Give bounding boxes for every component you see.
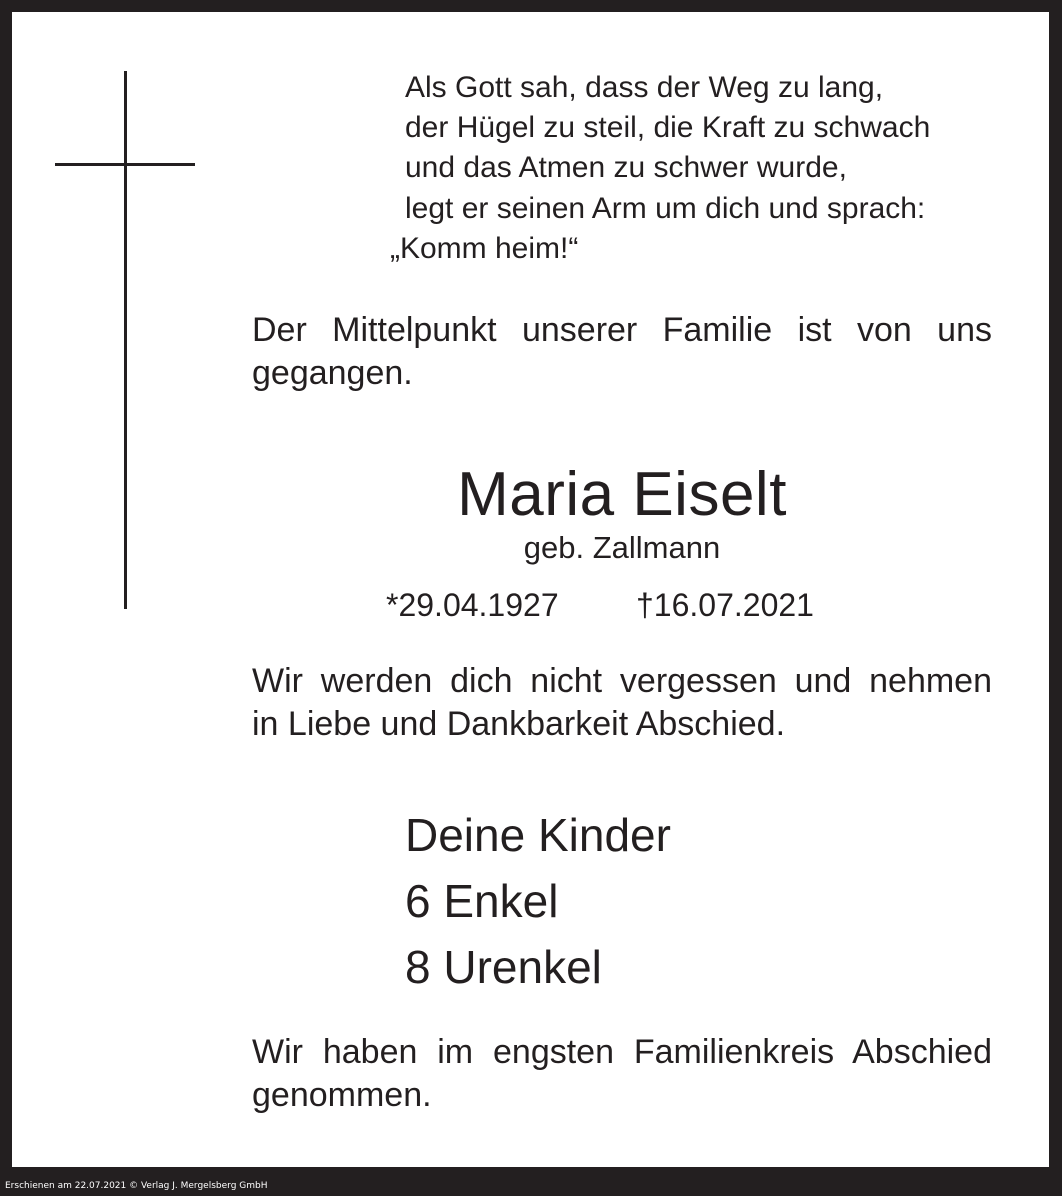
poem-line: Als Gott sah, dass der Weg zu lang, xyxy=(405,71,884,104)
farewell-text xyxy=(252,660,992,746)
poem-line: legt er seinen Arm um dich und sprach: xyxy=(405,192,926,225)
intro-line: Der Mittelpunkt unserer Familie ist von uns xyxy=(252,311,992,349)
birth-symbol: * xyxy=(386,587,399,623)
farewell-line: in Liebe und Dankbarkeit Abschied. xyxy=(252,705,786,743)
publication-footer: Erschienen am 22.07.2021 © Verlag J. Mergelsberg GmbH xyxy=(5,1181,268,1191)
poem-line: „Komm heim!“ xyxy=(390,232,579,265)
farewell-line: Wir werden dich nicht vergessen und nehmen xyxy=(252,662,992,700)
death-date xyxy=(636,585,814,625)
cross-bar xyxy=(55,163,195,166)
closing-line: genommen. xyxy=(252,1076,432,1114)
birth-date-value: 29.04.1927 xyxy=(398,587,559,623)
closing-text xyxy=(252,1031,992,1117)
obituary-card xyxy=(12,12,1049,1167)
signers xyxy=(405,802,671,1000)
poem-line: der Hügel zu steil, die Kraft zu schwach xyxy=(405,111,931,144)
intro-text xyxy=(252,309,992,395)
signer-line: Deine Kinder xyxy=(405,809,671,861)
birth-date xyxy=(386,585,559,625)
intro-line: gegangen. xyxy=(252,354,413,392)
death-symbol: † xyxy=(636,587,654,623)
poem-line: und das Atmen zu schwer wurde, xyxy=(405,151,847,184)
maiden-name: geb. Zallmann xyxy=(523,530,721,565)
death-date-value: 16.07.2021 xyxy=(653,587,814,623)
deceased-name: Maria Eiselt xyxy=(457,460,787,529)
signer-line: 8 Urenkel xyxy=(405,941,602,993)
closing-line: Wir haben im engsten Familienkreis Abschied xyxy=(252,1033,992,1071)
signer-line: 6 Enkel xyxy=(405,875,559,927)
